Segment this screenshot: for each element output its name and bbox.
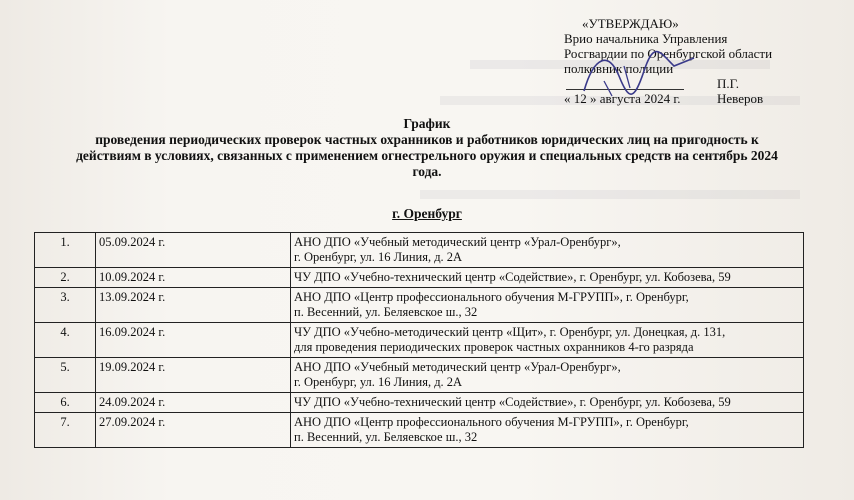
place-line: АНО ДПО «Центр профессионального обучения М-ГРУПП», г. Оренбург, (294, 290, 689, 304)
place-line: п. Весенний, ул. Беляевское ш., 32 (294, 305, 478, 319)
table-row (35, 393, 804, 413)
place-line: АНО ДПО «Учебный методический центр «Урал-Оренбург», (294, 360, 621, 374)
bleed-through (420, 190, 800, 199)
place-line: ЧУ ДПО «Учебно-методический центр «Щит», г. Оренбург, ул. Донецкая, д. 131, (294, 325, 726, 339)
row-place (291, 268, 804, 288)
row-place (291, 413, 804, 448)
row-date: 19.09.2024 г. (96, 358, 291, 393)
row-date: 13.09.2024 г. (96, 288, 291, 323)
row-number: 3. (35, 288, 96, 323)
row-place (291, 393, 804, 413)
title-line: действиям в условиях, связанных с применением огнестрельного оружия и специальных средств на сентябрь 2024 (76, 148, 778, 163)
row-number: 7. (35, 413, 96, 448)
approval-position: Врио начальника Управления (564, 31, 728, 46)
row-place (291, 323, 804, 358)
place-line: ЧУ ДПО «Учебно-технический центр «Содействие», г. Оренбург, ул. Кобозева, 59 (294, 395, 731, 409)
row-date: 24.09.2024 г. (96, 393, 291, 413)
table-row (35, 233, 804, 268)
approval-block (564, 16, 772, 106)
approval-heading: «УТВЕРЖДАЮ» (582, 16, 679, 31)
city-heading (0, 206, 854, 222)
row-place (291, 233, 804, 268)
row-place (291, 358, 804, 393)
table-row (35, 268, 804, 288)
place-line: для проведения периодических проверок частных охранников 4-го разряда (294, 340, 694, 354)
place-line: АНО ДПО «Учебный методический центр «Урал-Оренбург», (294, 235, 621, 249)
place-line: г. Оренбург, ул. 16 Линия, д. 2А (294, 250, 463, 264)
place-line: АНО ДПО «Центр профессионального обучения М-ГРУПП», г. Оренбург, (294, 415, 689, 429)
document-title (0, 116, 854, 180)
row-number: 1. (35, 233, 96, 268)
title-line: проведения периодических проверок частных охранников и работников юридических лиц на пригодность к (95, 132, 759, 147)
row-date: 10.09.2024 г. (96, 268, 291, 288)
row-number: 4. (35, 323, 96, 358)
table-row (35, 358, 804, 393)
row-date: 16.09.2024 г. (96, 323, 291, 358)
signer-name: П.Г. Неверов (717, 76, 764, 106)
place-line: п. Весенний, ул. Беляевское ш., 32 (294, 430, 478, 444)
approval-rank: полковник полиции (564, 61, 674, 76)
approval-date: « 12 » августа 2024 г. (564, 91, 681, 106)
city-name: г. Оренбург (392, 206, 462, 221)
table-row (35, 323, 804, 358)
approval-organization: Росгвардии по Оренбургской области (564, 46, 773, 61)
title-line: года. (412, 164, 442, 179)
schedule-table (34, 232, 804, 448)
place-line: г. Оренбург, ул. 16 Линия, д. 2А (294, 375, 463, 389)
row-number: 5. (35, 358, 96, 393)
place-line: ЧУ ДПО «Учебно-технический центр «Содействие», г. Оренбург, ул. Кобозева, 59 (294, 270, 731, 284)
table-row (35, 413, 804, 448)
title-line: График (403, 116, 451, 131)
row-place (291, 288, 804, 323)
row-date: 05.09.2024 г. (96, 233, 291, 268)
row-date: 27.09.2024 г. (96, 413, 291, 448)
table-row (35, 288, 804, 323)
row-number: 6. (35, 393, 96, 413)
row-number: 2. (35, 268, 96, 288)
